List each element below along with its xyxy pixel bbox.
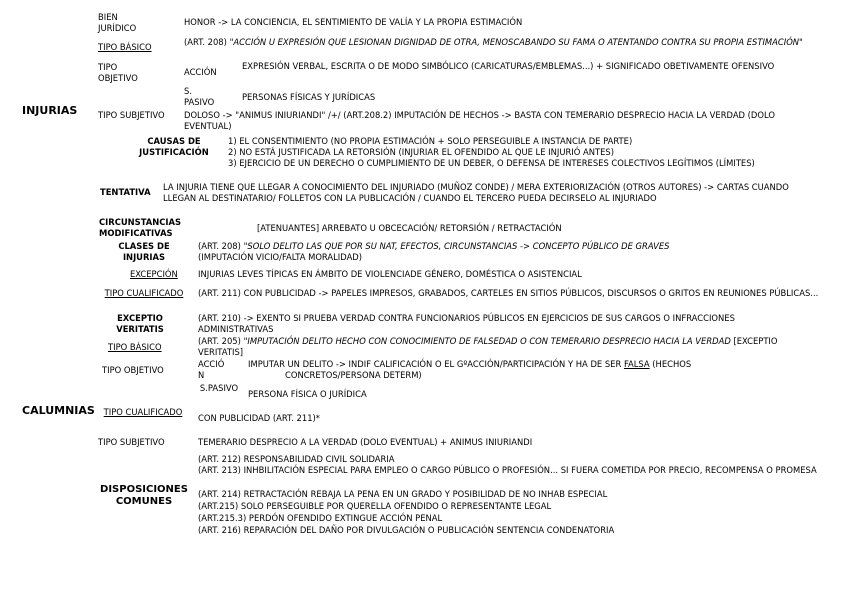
disposicion-item: (ART. 212) RESPONSABILIDAD CIVIL SOLIDARIA [198, 454, 395, 464]
calumnias-accion-text-cont: CONCRETOS/PERSONA DETERM) [285, 370, 422, 380]
disposicion-item: (ART. 214) RETRACTACIÓN REBAJA LA PENA EN UN GRADO Y POSIBILIDAD DE NO INHAB ESPECIAL [198, 489, 608, 499]
tentativa-text: LA INJURIA TIENE QUE LLEGAR A CONOCIMIENTO DEL INJURIADO (MUÑOZ CONDE) / MERA EXTERIORIZACIÓN (OTROS AUTORES) -> CARTAS CUANDO LLEGAN AL DESTINATARIO/ FOLLETOS CON LA PUBLICACIÓN / CUANDO EL TERCERO PUEDA DECIRSELO AL INJURIADO [163, 182, 789, 203]
disposicion-item: (ART. 216) REPARACIÓN DEL DAÑO POR DIVULGACIÓN O PUBLICACIÓN SENTENCIA CONDENATORIA [198, 525, 615, 535]
tipo-basico-text: (ART. 208) "ACCIÓN U EXPRESIÓN QUE LESIONAN DIGNIDAD DE OTRA, MENOSCABANDO SU FAMA O ATENTANDO CONTRA SU PROPIA ESTIMACIÓN" [184, 37, 803, 47]
disposiciones-label: DISPOSICIONES COMUNES [100, 484, 188, 507]
accion-label: ACCIÓN [184, 67, 217, 77]
tipo-cualificado-label: TIPO CUALIFICADO [104, 288, 184, 298]
calumnias-tipo-subjetivo-text: TEMERARIO DESPRECIO A LA VERDAD (DOLO EVENTUAL) + ANIMUS INIURIANDI [198, 437, 533, 447]
disposicion-item: (ART.215) SOLO PERSEGUIBLE POR QUERELLA OFENDIDO O REPRESENTANTE LEGAL [198, 501, 552, 511]
calumnias-tipo-subjetivo-label: TIPO SUBJETIVO [98, 437, 165, 447]
tipo-subjetivo-text: DOLOSO -> "ANIMUS INIURIANDI" /+/ (ART.208.2) IMPUTACIÓN DE HECHOS -> BASTA CON TEMERARIO DESPRECIO HACIA LA VERDAD (DOLO EVENTUAL) [184, 110, 775, 131]
accion-text: EXPRESIÓN VERBAL, ESCRITA O DE MODO SIMBÓLICO (CARICATURAS/EMBLEMAS...) + SIGNIFICADO OBETIVAMENTE OFENSIVO [242, 61, 775, 71]
exceptio-veritatis-text: (ART. 210) -> EXENTO SI PRUEBA VERDAD CONTRA FUNCIONARIOS PÚBLICOS EN EJERCICIOS DE SUS CARGOS O INFRACCIONES ADMINISTRATIVAS [198, 313, 735, 334]
calumnias-tipo-basico-text: (ART. 205) "IMPUTACIÓN DELITO HECHO CON CONOCIMIENTO DE FALSEDAD O CON TEMERARIO DESPRECIO HACIA LA VERDAD [EXCEPTIO VERITATIS] [198, 336, 778, 357]
calumnias-tipo-cualificado-label: TIPO CUALIFICADO [103, 407, 183, 417]
excepcion-text: INJURIAS LEVES TÍPICAS EN ÁMBITO DE VIOLENCIADE GÉNERO, DOMÉSTICA O ASISTENCIAL [198, 269, 582, 279]
clases-text: (ART. 208) "SOLO DELITO LAS QUE POR SU NAT, EFECTOS, CIRCUNSTANCIAS -> CONCEPTO PÚBLICO DE GRAVES (IMPUTACIÓN VICIO/FALTA MORALIDAD) [198, 241, 670, 262]
bien-juridico-label: BIEN JURÍDICO [98, 12, 137, 33]
causas-item: 2) NO ESTÁ JUSTIFICADA LA RETORSIÓN (INJURIAR EL OFENDIDO AL QUE LE INJURIÓ ANTES) [228, 147, 615, 157]
tipo-basico-label: TIPO BÁSICO [98, 42, 152, 52]
calumnias-tipo-basico-label: TIPO BÁSICO [108, 342, 162, 352]
exceptio-veritatis-label: EXCEPTIO VERITATIS [116, 313, 164, 334]
tipo-subjetivo-label: TIPO SUBJETIVO [98, 110, 165, 120]
excepcion-label: EXCEPCIÓN [130, 269, 178, 279]
disposicion-item: (ART.215.3) PERDÓN OFENDIDO EXTINGUE ACCIÓN PENAL [198, 513, 443, 523]
bien-juridico-text: HONOR -> LA CONCIENCIA, EL SENTIMIENTO DE VALÍA Y LA PROPIA ESTIMACIÓN [184, 17, 523, 27]
circunstancias-label: CIRCUNSTANCIAS MODIFICATIVAS [99, 217, 182, 238]
circunstancias-text: [ATENUANTES] ARREBATO U OBCECACIÓN/ RETORSIÓN / RETRACTACIÓN [257, 223, 562, 233]
spasivo-label: S. PASIVO [184, 86, 215, 107]
injurias-title: INJURIAS [22, 104, 78, 117]
tipo-objetivo-label: TIPO OBJETIVO [98, 62, 138, 83]
calumnias-tipo-objetivo-label: TIPO OBJETIVO [102, 365, 164, 375]
calumnias-accion-text: IMPUTAR UN DELITO -> INDIF CALIFICACIÓN O EL GºACCIÓN/PARTICIPACIÓN Y HA DE SER FALSA (HECHOS [248, 359, 692, 369]
spasivo-text: PERSONAS FÍSICAS Y JURÍDICAS [242, 92, 376, 102]
causas-item: 3) EJERCICIO DE UN DERECHO O CUMPLIMIENTO DE UN DEBER, O DEFENSA DE INTERESES COLECTIVOS LEGÍTIMOS (LÍMITES) [228, 158, 755, 168]
calumnias-title: CALUMNIAS [22, 404, 95, 417]
causas-label: CAUSAS DE JUSTIFICACIÓN [139, 136, 209, 157]
causas-item: 1) EL CONSENTIMIENTO (NO PROPIA ESTIMACIÓN + SOLO PERSEGUIBLE A INSTANCIA DE PARTE) [228, 136, 633, 146]
calumnias-accion-label: ACCIÓN [198, 359, 225, 380]
calumnias-spasivo-text: PERSONA FÍSICA O JURÍDICA [248, 389, 367, 399]
tipo-cualificado-text: (ART. 211) CON PUBLICIDAD -> PAPELES IMPRESOS, GRABADOS, CARTELES EN SITIOS PÚBLICOS, DISCURSOS O GRITOS EN REUNIONES PÚBLICAS... [198, 288, 819, 298]
tentativa-label: TENTATIVA [100, 187, 151, 197]
calumnias-spasivo-label: S.PASIVO [199, 383, 239, 393]
calumnias-tipo-cualificado-text: CON PUBLICIDAD (ART. 211)* [198, 413, 320, 423]
disposicion-item: (ART. 213) INHBILITACIÓN ESPECIAL PARA EMPLEO O CARGO PÚBLICO O PROFESIÓN... SI FUERA COMETIDA POR PRECIO, RECOMPENSA O PROMESA [198, 465, 817, 475]
clases-label: CLASES DE INJURIAS [118, 241, 170, 262]
